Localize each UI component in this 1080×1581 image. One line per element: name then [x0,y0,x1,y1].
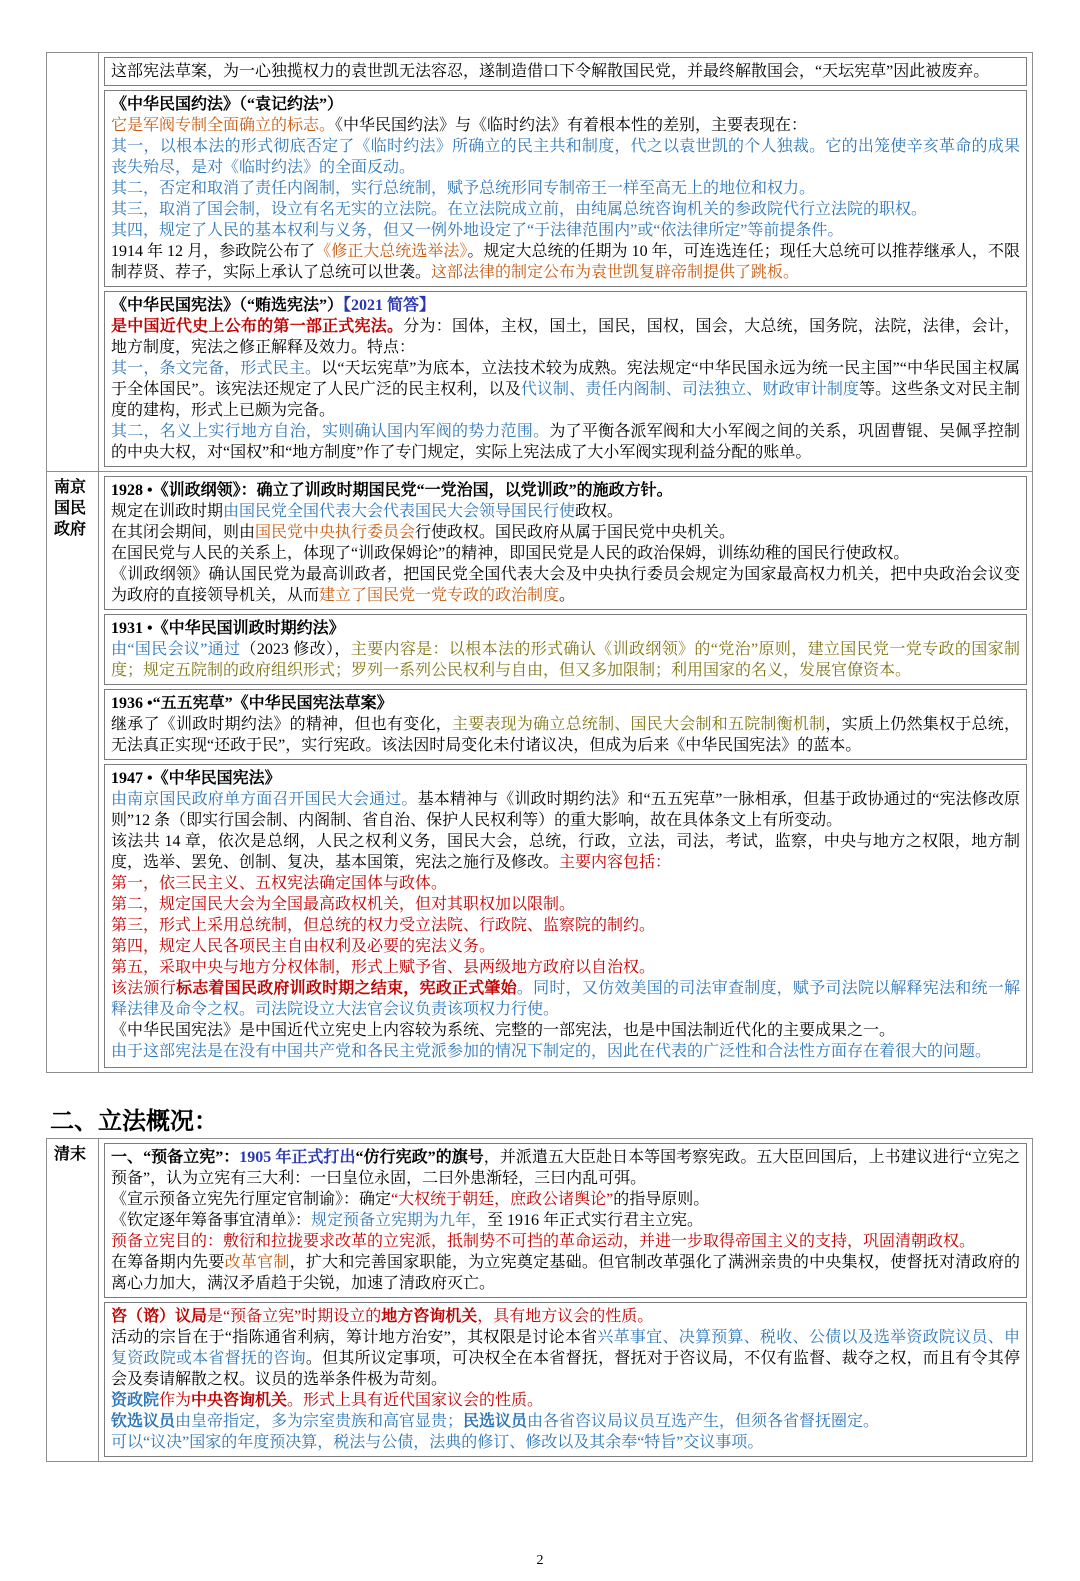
text-run: 其二，否定和取消了责任内阁制，实行总统制，赋予总统形同专制帝王一样至高无上的地位和权力。 [111,180,816,197]
note-box [104,764,1027,1068]
text-run: 预备立宪目的：敷衍和拉拢要求改革的立宪派，抵制势不可挡的革命运动，并进一步取得帝国主义的支持，巩固清朝政权。 [111,1233,976,1250]
note-paragraph [111,1252,1020,1294]
text-run: 1931 •《中华民国训政时期约法》 [111,620,345,637]
text-run: 其四，规定了人民的基本权利与义务，但又一例外地设定了“于法律范围内”或“依法律所定”等前提条件。 [111,222,844,239]
note-paragraph [111,1020,1020,1041]
text-run: 1905 年正式打出 [239,1149,356,1166]
text-run: 主要表现为确立总统制、国民大会制和五院制衡机制 [451,716,826,733]
note-box [104,1302,1027,1457]
table-row [47,471,1032,1072]
row-content [99,1139,1032,1461]
text-run: 主要内容包括： [559,854,672,871]
text-run: 这部宪法草案，为一心独揽权力的袁世凯无法容忍，遂制造借口下令解散国民党，并最终解散国会，“天坛宪草”因此被废弃。 [111,63,990,80]
text-run: 规定预备立宪期为九年， [311,1212,488,1229]
text-run: 是“预备立宪”时期设立的 [207,1308,382,1325]
text-run: 。 [559,587,576,604]
note-paragraph [111,618,1020,639]
text-run: ，并派遣五大臣赴日本等国考察宪政。五大臣回国后，上书建议进行“立宪之预备”，认为立宪有三大利：一曰皇位永固，二曰外患渐轻，三曰内乱可弭。 [111,1149,1020,1187]
text-run: 由各省咨议局议员互选产生，但须各省督抚圈定。 [527,1413,880,1430]
note-paragraph [111,768,1020,789]
text-run: 国民党中央执行委员会 [255,524,416,541]
section-heading: 二、立法概况： [50,1107,218,1135]
note-paragraph [111,316,1020,358]
text-run: 其一，条文完备，形式民主。 [111,360,322,377]
note-box [104,689,1027,760]
note-paragraph [111,543,1020,564]
text-run: 《宣示预备立宪先行厘定官制谕》：确定 [111,1191,392,1208]
text-run: 在其闭会期间，则由 [111,524,256,541]
text-run: 1936 •“五五宪草”《中华民国宪法草案》 [111,695,393,712]
text-run: 【2021 简答】 [343,297,436,314]
note-paragraph [111,295,1020,316]
row-label: 南京国民政府 [47,472,99,1072]
text-run: 。形式上具有近代国家议会的性质。 [287,1392,544,1409]
note-paragraph [111,639,1020,681]
text-run: 标志着国民政府训政时期之结束，宪政正式肇始 [175,980,517,997]
note-box [104,57,1027,86]
text-run: 至 1916 年正式实行君主立宪。 [487,1212,704,1229]
note-paragraph [111,915,1020,936]
text-run: 。规定大总统的任期为 10 年，可连选连任；现任大总统可以推荐继承人，不限制荐贤、荐子，实际上承认了总统可以世袭。 [111,243,1020,281]
note-paragraph [111,1041,1020,1062]
table-row [47,53,1032,471]
note-paragraph [111,1210,1020,1231]
text-run: 由国民党全国代表大会代表国民大会领导国民行使 [223,503,576,520]
note-paragraph [111,178,1020,199]
note-paragraph [111,978,1020,1020]
note-paragraph [111,115,1020,136]
text-run: 民选议员 [463,1413,528,1430]
text-run: 《修正大总统选举法》 [315,243,468,260]
note-paragraph [111,220,1020,241]
text-run: ，具有地方议会的性质。 [477,1308,654,1325]
note-paragraph [111,831,1020,873]
text-run: 1928 •《训政纲领》：确立了训政时期国民党“一党治国，以党训政”的施政方针。 [111,482,673,499]
note-paragraph [111,1411,1020,1432]
note-paragraph [111,61,1020,82]
text-run: 改革官制 [224,1254,290,1271]
text-run: 资政院 [111,1392,160,1409]
text-run: 。但其所议定事项，可决权全在本省督抚，督抚对于咨议局，不仅有监督、裁夺之权，而且有令其停会及奏请解散之权。议员的选举条件极为苛刻。 [111,1350,1020,1388]
document-page [0,52,1080,1581]
note-paragraph [111,936,1020,957]
text-run: 地方咨询机关 [381,1308,478,1325]
note-paragraph [111,1189,1020,1210]
table-row [47,1139,1032,1461]
note-box [104,1143,1027,1298]
text-run: 继承了《训政时期约法》的精神，但也有变化， [111,716,452,733]
note-paragraph [111,480,1020,501]
text-run: 这部法律的制定公布为袁世凯复辟帝制提供了跳板。 [431,264,800,281]
note-paragraph [111,714,1020,756]
text-run: 可以“议决”国家的年度预决算，税法与公债，法典的修订、修改以及其余奉“特旨”交议事项。 [111,1434,764,1451]
note-paragraph [111,1231,1020,1252]
text-run: 等。这些条文对民主制度的建构，形式上已颇为完备。 [111,381,1020,419]
text-run: 其三，取消了国会制，设立有名无实的立法院。在立法院成立前，由纯属总统咨询机关的参政院代行立法院的职权。 [111,201,928,218]
note-paragraph [111,522,1020,543]
text-run: 代议制、责任内阁制、司法独立、财政审计制度 [520,381,860,398]
text-run: 的指导原则。 [613,1191,710,1208]
text-run: 基本精神与《训政时期约法》和“五五宪草”一脉相承，但基于政协通过的“宪法修改原则”12 条（即实行国会制、内阁制、省自治、保护人民权利等）的重大影响，故在具体条文上有所变动。 [111,791,1020,829]
text-run: 在国民党与人民的关系上，体现了“训政保姆论”的精神，即国民党是人民的政治保姆，训练幼稚的国民行使政权。 [111,545,910,562]
note-paragraph [111,894,1020,915]
text-run: 为了平衡各派军阀和大小军阀之间的关系，巩固曹锟、吴佩孚控制的中央大权，对“国权”和“地方制度”作了专门规定，实际上宪法成了大小军阀实现利益分配的账单。 [111,423,1020,461]
text-run: 由皇帝指定，多为宗室贵族和高官显贵； [175,1413,464,1430]
text-run: 钦选议员 [111,1413,176,1430]
text-run: （2023 修改）， [240,641,351,658]
text-run: 活动的宗旨在于“指陈通省利病，筹计地方治安”，其权限是讨论本省 [111,1329,598,1346]
text-run: 《中华民国约法》与《临时约法》有着根本性的差别，主要表现在： [335,117,808,134]
text-run: 《中华民国宪法》（“贿选宪法”） [111,297,344,314]
text-run: 兴革事宜、决算预算、税收、公债以及选举资政院议员、申复资政院或本省督抚的咨询 [111,1329,1020,1367]
text-run: 《训政纲领》确认国民党为最高训政者，把国民党全国代表大会及中央执行委员会规定为国家最高权力机关，把中央政治会议变为政府的直接领导机关，从而 [111,566,1020,604]
row-label [47,53,99,471]
note-paragraph [111,1390,1020,1411]
text-run: 它是军阀专制全面确立的标志。 [111,117,336,134]
text-run: 作为 [159,1392,192,1409]
text-run: “大权统于朝廷，庶政公诸舆论” [391,1191,614,1208]
note-paragraph [111,1306,1020,1327]
note-box [104,476,1027,610]
note-paragraph [111,1432,1020,1453]
constitution-history-table [46,52,1033,1073]
row-content [99,472,1032,1072]
text-run: 第一，依三民主义、五权宪法确定国体与政体。 [111,875,448,892]
note-paragraph [111,199,1020,220]
text-run: 第五，采取中央与地方分权体制，形式上赋予省、县两级地方政府以自治权。 [111,959,656,976]
text-run: ，扩大和完善国家职能，为立宪奠定基础。但官制改革强化了满洲亲贵的中央集权，使督抚对清政府的离心力加大，满汉矛盾趋于尖锐，加速了清政府灭亡。 [111,1254,1020,1292]
note-box [104,90,1027,287]
note-box [104,614,1027,685]
text-run: 以“天坛宪草”为底本，立法技术较为成熟。宪法规定“中华民国永远为统一民主国”“中华民国主权属于全体国民”。该宪法还规定了人民广泛的民主权利，以及 [111,360,1020,398]
text-run: ，实质上仍然集权于总统，无法真正实现“还政于民”，实行宪政。该法因时局变化未付诸议决，但成为后来《中华民国宪法》的蓝本。 [111,716,1020,754]
text-run: 该法共 14 章，依次是总纲，人民之权利义务，国民大会，总统，行政，立法，司法，考试，监察，中央与地方之权限，地方制度，选举、罢免、创制、复决，基本国策，宪法之施行及修改。 [111,833,1020,871]
text-run: 咨（谘）议局 [111,1308,208,1325]
note-box [104,291,1027,467]
note-paragraph [111,1147,1020,1189]
text-run: 第三，形式上采用总统制，但总统的权力受立法院、行政院、监察院的制约。 [111,917,656,934]
text-run: 该法颁行 [111,980,176,997]
text-run: 《钦定逐年筹备事宜清单》： [111,1212,312,1229]
text-run: 《中华民国宪法》是中国近代立宪史上内容较为系统、完整的一部宪法，也是中国法制近代化的主要成果之一。 [111,1022,896,1039]
text-run: 1914 年 12 月，参政院公布了 [111,243,316,260]
text-run: 一、“预备立宪”： [111,1149,240,1166]
text-run: 由于这部宪法是在没有中国共产党和各民主党派参加的情况下制定的，因此在代表的广泛性和合法性方面存在着很大的问题。 [111,1043,992,1060]
note-paragraph [111,693,1020,714]
note-paragraph [111,94,1020,115]
text-run: 主要内容是：以根本法的形式确认《训政纲领》的“党治”原则，建立国民党一党专政的国家制度；规定五院制的政府组织形式；罗列一系列公民权利与自由，但又多加限制；利用国家的名义，发展官僚资本。 [111,641,1020,679]
text-run: 政权。 [575,503,624,520]
text-run: 第二，规定国民大会为全国最高政权机关，但对其职权加以限制。 [111,896,576,913]
note-paragraph [111,136,1020,178]
note-paragraph [111,501,1020,522]
note-paragraph [111,564,1020,606]
row-label: 清末 [47,1139,99,1461]
text-run: 中央咨询机关 [191,1392,288,1409]
text-run: 1947 •《中华民国宪法》 [111,770,281,787]
note-paragraph [111,957,1020,978]
text-run: “仿行宪政”的旗号 [355,1149,484,1166]
note-paragraph [111,358,1020,421]
page-number: 2 [536,1553,544,1568]
text-run: 由“国民会议”通过 [111,641,241,658]
note-paragraph [111,873,1020,894]
text-run: 。同时，又仿效美国的司法审查制度，赋予司法院以解释宪法和统一解释法律及命令之权。司法院设立大法官会议负责该项权力行使。 [111,980,1020,1018]
text-run: 在筹备期内先要 [111,1254,225,1271]
note-paragraph [111,789,1020,831]
row-content [99,53,1032,471]
note-paragraph [111,421,1020,463]
text-run: 建立了国民党一党专政的政治制度 [319,587,560,604]
legislation-overview-table [46,1138,1033,1462]
text-run: 由南京国民政府单方面召开国民大会通过。 [111,791,418,808]
text-run: 《中华民国约法》（“袁记约法”） [111,96,344,113]
text-run: 其二，名义上实行地方自治，实则确认国内军阀的势力范围。 [111,423,550,440]
text-run: 行使政权。国民政府从属于国民党中央机关。 [415,524,736,541]
text-run: 是中国近代史上公布的第一部正式宪法。 [111,318,404,335]
text-run: 其一，以根本法的形式彻底否定了《临时约法》所确立的民主共和制度，代之以袁世凯的个人独裁。它的出笼使辛亥革命的成果丧失殆尽，是对《临时约法》的全面反动。 [111,138,1020,176]
text-run: 第四，规定人民各项民主自由权利及必要的宪法义务。 [111,938,496,955]
text-run: 分为：国体，主权，国土，国民，国权，国会，大总统，国务院，法院，法律，会计，地方制度，宪法之修正解释及效力。特点： [111,318,1020,356]
text-run: 规定在训政时期 [111,503,224,520]
note-paragraph [111,241,1020,283]
note-paragraph [111,1327,1020,1390]
